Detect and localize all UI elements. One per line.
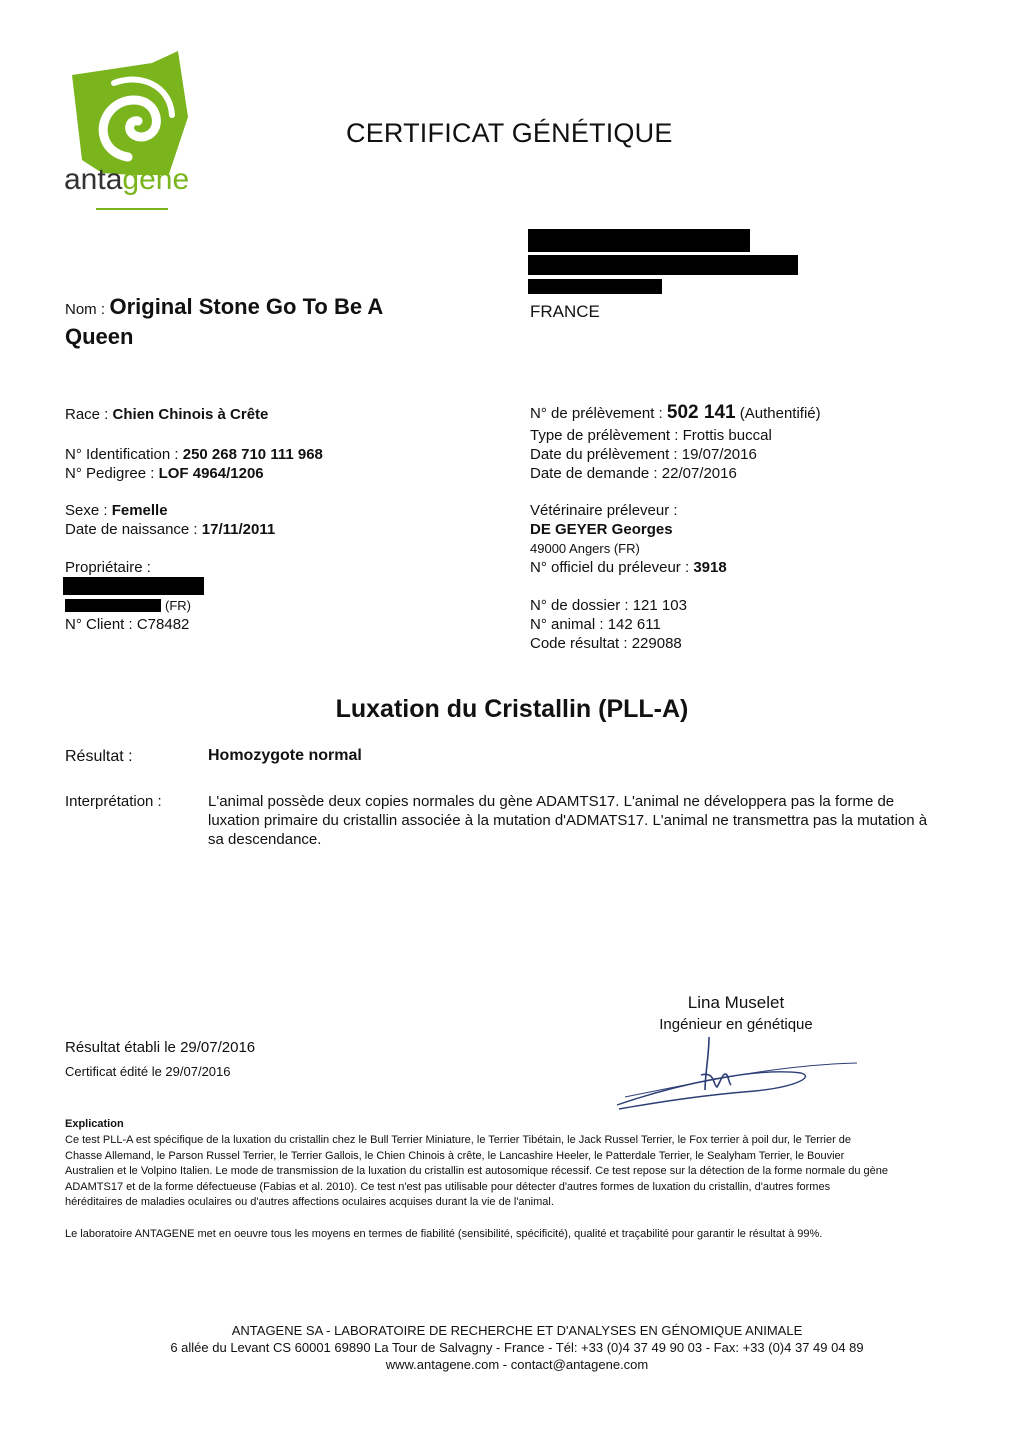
birth-row <box>65 520 275 539</box>
interpretation-line-1: L'animal possède deux copies normales du gène ADAMTS17. L'animal ne développera pas la forme de <box>208 793 895 810</box>
animal-name-line2: Queen <box>65 324 134 349</box>
vet-official-row <box>530 558 727 577</box>
signatory-role: Ingénieur en génétique <box>659 1016 813 1033</box>
redacted-address-line-1 <box>528 229 750 252</box>
redacted-address-line-2 <box>528 255 798 275</box>
signature-icon <box>605 1035 865 1115</box>
result-code: Code résultat : 229088 <box>530 635 682 652</box>
identification-label: N° Identification : <box>65 446 179 463</box>
vet-label: Vétérinaire préleveur : <box>530 502 678 519</box>
lab-reliability-note: Le laboratoire ANTAGENE met en oeuvre tous les moyens en termes de fiabilité (sensibilité, spécificité), qualité et traçabilité pour garantir le résultat à 99%. <box>65 1228 823 1240</box>
logo-swirl-icon <box>60 45 210 175</box>
explanation-text <box>65 1133 970 1211</box>
animal-name-line1: Original Stone Go To Be A <box>109 294 384 319</box>
name-label: Nom : <box>65 301 106 318</box>
sample-number-value: 502 141 <box>666 402 736 423</box>
pedigree-row <box>65 464 264 483</box>
certificate-edited-date: Certificat édité le 29/07/2016 <box>65 1064 231 1079</box>
explanation-line-3: Australien et le Volpino Italien. Le mode de transmission de la luxation du cristallin est autosomique récessif. Ce test repose sur la détection de la forme normale du gène <box>65 1165 889 1177</box>
footer-contact: www.antagene.com - contact@antagene.com <box>385 1357 649 1372</box>
interpretation-text <box>208 792 978 849</box>
footer-company: ANTAGENE SA - LABORATOIRE DE RECHERCHE ET D'ANALYSES EN GÉNOMIQUE ANIMALE <box>231 1323 803 1338</box>
antagene-logo <box>60 45 210 220</box>
explanation-line-2: Chasse Allemand, le Parson Russel Terrier, le Terrier Gallois, le Chien Chinois à crête, le Lancashire Heeler, le Patterdale Terrier, le Sealyham Terrier, le Bouvier <box>65 1149 845 1162</box>
address-country: FRANCE <box>530 302 600 321</box>
logo-word-right: gene <box>122 163 190 196</box>
explanation-line-5: héréditaires de maladies oculaires ou d'autres affections oculaires acquises durant la vie de l'animal. <box>65 1196 554 1208</box>
result-label: Résultat : <box>65 748 133 765</box>
redacted-address-line-3 <box>528 279 662 294</box>
owner-country-code: (FR) <box>165 598 191 613</box>
animal-number: N° animal : 142 611 <box>530 616 661 633</box>
redacted-owner-city <box>65 599 161 612</box>
identification-value: 250 268 710 111 968 <box>182 446 323 463</box>
breed-row <box>65 405 268 424</box>
pedigree-label: N° Pedigree : <box>65 465 155 482</box>
interpretation-line-2: luxation primaire du cristallin associée à la mutation d'ADMATS17. L'animal ne transmettra pas la mutation à <box>208 812 928 829</box>
explanation-line-1: Ce test PLL-A est spécifique de la luxation du cristallin chez le Bull Terrier Miniature, le Terrier Tibétain, le Jack Russel Terrier, le Fox terrier à poil dur, le Terrier de <box>65 1134 852 1146</box>
vet-name: DE GEYER Georges <box>530 521 673 538</box>
birth-label: Date de naissance : <box>65 521 198 538</box>
sample-number-note: (Authentifié) <box>739 405 821 422</box>
interpretation-line-3: sa descendance. <box>208 831 322 848</box>
result-value: Homozygote normal <box>208 747 362 764</box>
client-number: N° Client : C78482 <box>65 616 190 633</box>
pedigree-value: LOF 4964/1206 <box>158 465 264 482</box>
redacted-owner-name <box>63 577 204 595</box>
explanation-line-4: ADAMTS17 et de la forme défectueuse (Fabias et al. 2010). Ce test n'est pas utilisable pour détecter d'autres formes de luxation du cristallin, d'autres formes <box>65 1180 831 1193</box>
sex-row <box>65 501 168 520</box>
identification-row <box>65 445 323 464</box>
page-title: CERTIFICAT GÉNÉTIQUE <box>346 118 673 148</box>
vet-official-value: 3918 <box>693 559 727 576</box>
logo-underline <box>96 208 168 210</box>
test-title: Luxation du Cristallin (PLL-A) <box>335 695 689 723</box>
sex-label: Sexe : <box>65 502 108 519</box>
sample-number-row <box>530 403 821 423</box>
breed-value: Chien Chinois à Crête <box>112 406 269 423</box>
animal-name-block <box>65 294 485 320</box>
owner-label: Propriétaire : <box>65 559 151 576</box>
logo-word-left: anta <box>64 163 123 196</box>
interpretation-label: Interprétation : <box>65 793 162 810</box>
sample-number-label: N° de prélèvement : <box>530 405 663 422</box>
breed-label: Race : <box>65 406 109 423</box>
explanation-heading: Explication <box>65 1118 124 1130</box>
request-date: Date de demande : 22/07/2016 <box>530 465 737 482</box>
vet-official-label: N° officiel du préleveur : <box>530 559 690 576</box>
sex-value: Femelle <box>111 502 168 519</box>
sample-date: Date du prélèvement : 19/07/2016 <box>530 446 757 463</box>
vet-city: 49000 Angers (FR) <box>530 541 640 556</box>
result-established-date: Résultat établi le 29/07/2016 <box>65 1039 256 1056</box>
signatory-name: Lina Muselet <box>687 993 785 1012</box>
footer-address: 6 allée du Levant CS 60001 69890 La Tour de Salvagny - France - Tél: +33 (0)4 37 49 90 03 - Fax: +33 (0)4 37 49 04 89 <box>170 1340 864 1355</box>
sample-type: Type de prélèvement : Frottis buccal <box>530 427 772 444</box>
birth-value: 17/11/2011 <box>201 521 276 538</box>
dossier-number: N° de dossier : 121 103 <box>530 597 687 614</box>
